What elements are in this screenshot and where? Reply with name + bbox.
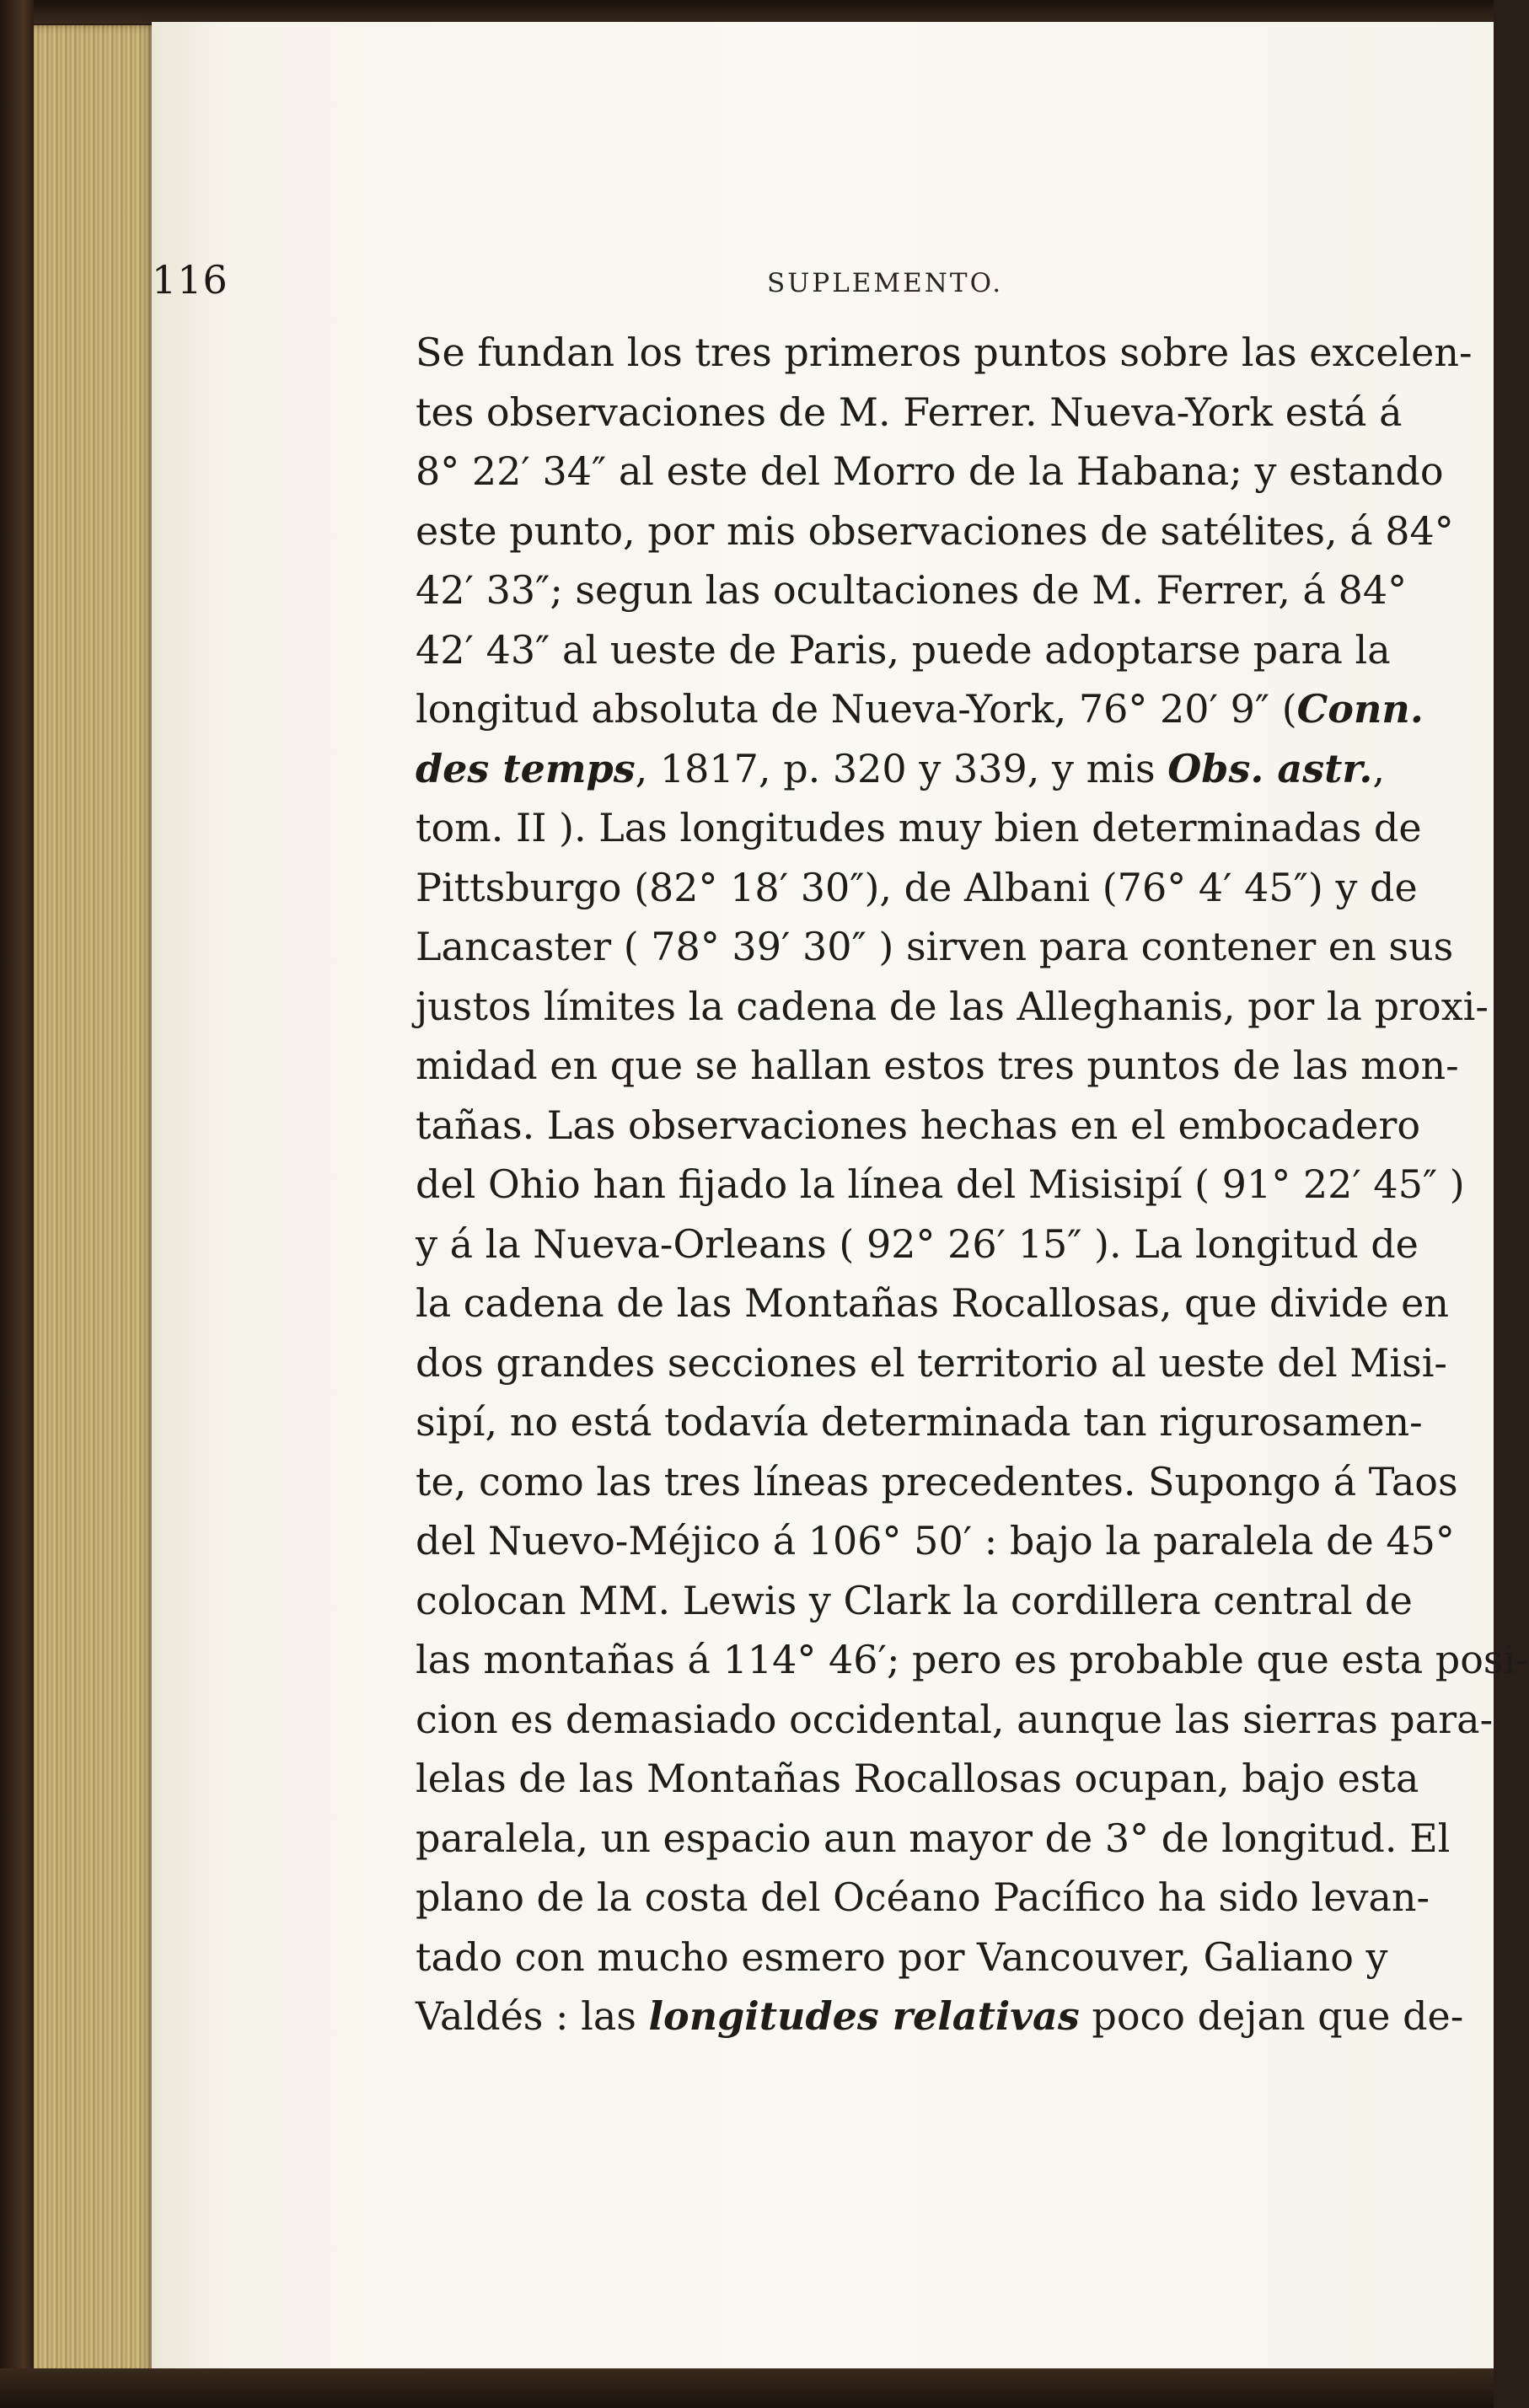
gilt-page-edges — [34, 25, 160, 2377]
text-run: , 1817, p. 320 y 339, y mis — [635, 745, 1168, 791]
text-line — [416, 1215, 1419, 1274]
text-run: del Nuevo-Méjico á 106° 50′ : bajo la paralela de 45° — [416, 1518, 1455, 1563]
text-line — [416, 1333, 1447, 1393]
text-run: tado con mucho esmero por Vancouver, Galiano y — [416, 1933, 1388, 1980]
text-run: Pittsburgo (82° 18′ 30″), de Albani (76° 4′ 45″) y de — [416, 864, 1418, 910]
text-line — [416, 323, 1473, 383]
text-run: colocan MM. Lewis y Clark la cordillera central de — [416, 1577, 1413, 1623]
text-line — [416, 1809, 1451, 1869]
text-line — [416, 1036, 1459, 1096]
text-run: 42′ 33″; segun las ocultaciones de M. Ferrer, á 84° — [416, 567, 1408, 613]
text-run: plano de la costa del Océano Pacífico ha sido levan- — [416, 1874, 1430, 1920]
text-line — [416, 798, 1422, 858]
text-run: del Ohio han fijado la línea del Misisipí ( 91° 22′ 45″ ) — [416, 1161, 1465, 1207]
text-line — [416, 1928, 1388, 1987]
text-line — [416, 1511, 1455, 1571]
body-text — [416, 323, 1529, 2046]
text-run: cion es demasiado occidental, aunque las sierras para- — [416, 1696, 1494, 1742]
text-run: tes observaciones de M. Ferrer. Nueva-York está á — [416, 389, 1403, 435]
text-line — [416, 1392, 1423, 1452]
text-line — [416, 1155, 1465, 1215]
text-line — [416, 620, 1391, 680]
italic-text-run: Obs. astr. — [1167, 745, 1373, 791]
text-line — [416, 858, 1418, 918]
text-line — [416, 501, 1454, 561]
text-run: lelas de las Montañas Rocallosas ocupan, bajo esta — [416, 1756, 1419, 1801]
book-cover-top-edge — [0, 0, 1494, 24]
text-line — [416, 1274, 1449, 1333]
text-line — [416, 1571, 1413, 1631]
text-line — [416, 977, 1489, 1037]
text-run: sipí, no está todavía determinada tan rigurosamen- — [416, 1399, 1423, 1445]
italic-text-run: Conn. — [1296, 686, 1424, 732]
text-run: poco dejan que de- — [1079, 1993, 1464, 2039]
text-line — [416, 1630, 1529, 1690]
text-run: este punto, por mis observaciones de satélites, á 84° — [416, 507, 1454, 554]
text-line — [416, 1690, 1494, 1750]
italic-text-run: des temps — [416, 745, 636, 791]
text-run: y á la Nueva-Orleans ( 92° 26′ 15″ ). La longitud de — [416, 1220, 1419, 1267]
text-run: justos límites la cadena de las Alleghanis, por la proxi- — [416, 983, 1489, 1029]
text-run: midad en que se hallan estos tres puntos de las mon- — [416, 1043, 1459, 1088]
text-line — [416, 1749, 1419, 1809]
running-head: SUPLEMENTO. — [767, 268, 1004, 298]
text-line — [416, 917, 1454, 977]
text-line — [416, 1096, 1421, 1156]
text-line — [416, 1987, 1464, 2046]
text-run: , — [1372, 745, 1385, 791]
text-run: 42′ 43″ al ueste de Paris, puede adoptarse para la — [416, 626, 1391, 673]
text-run: te, como las tres líneas precedentes. Supongo á Taos — [416, 1458, 1458, 1504]
text-line — [416, 679, 1424, 739]
text-line — [416, 739, 1385, 799]
text-run: la cadena de las Montañas Rocallosas, que divide en — [416, 1280, 1449, 1326]
book-spine-edge — [0, 0, 34, 2408]
text-line — [416, 1868, 1430, 1928]
text-line — [416, 442, 1444, 501]
text-run: tañas. Las observaciones hechas en el embocadero — [416, 1102, 1421, 1148]
text-run: tom. II ). Las longitudes muy bien determinadas de — [416, 805, 1422, 850]
text-run: 8° 22′ 34″ al este del Morro de la Habana; y estando — [416, 448, 1444, 494]
text-line — [416, 1452, 1458, 1512]
text-line — [416, 560, 1408, 620]
text-line — [416, 383, 1403, 442]
text-run: Valdés : las — [416, 1993, 649, 2039]
text-run: dos grandes secciones el territorio al ueste del Misi- — [416, 1339, 1447, 1386]
text-run: longitud absoluta de Nueva-York, 76° 20′ 9″ ( — [416, 686, 1297, 732]
text-run: Lancaster ( 78° 39′ 30″ ) sirven para contener en sus — [416, 924, 1454, 969]
text-run: Se fundan los tres primeros puntos sobre las excelen- — [416, 330, 1473, 375]
text-run: paralela, un espacio aun mayor de 3° de longitud. El — [416, 1815, 1451, 1861]
text-run: las montañas á 114° 46′; pero es probable que esta posi- — [416, 1637, 1529, 1682]
italic-text-run: longitudes relativas — [648, 1993, 1080, 2039]
book-cover-bottom-edge — [0, 2368, 1494, 2408]
page-number: 116 — [152, 257, 228, 303]
